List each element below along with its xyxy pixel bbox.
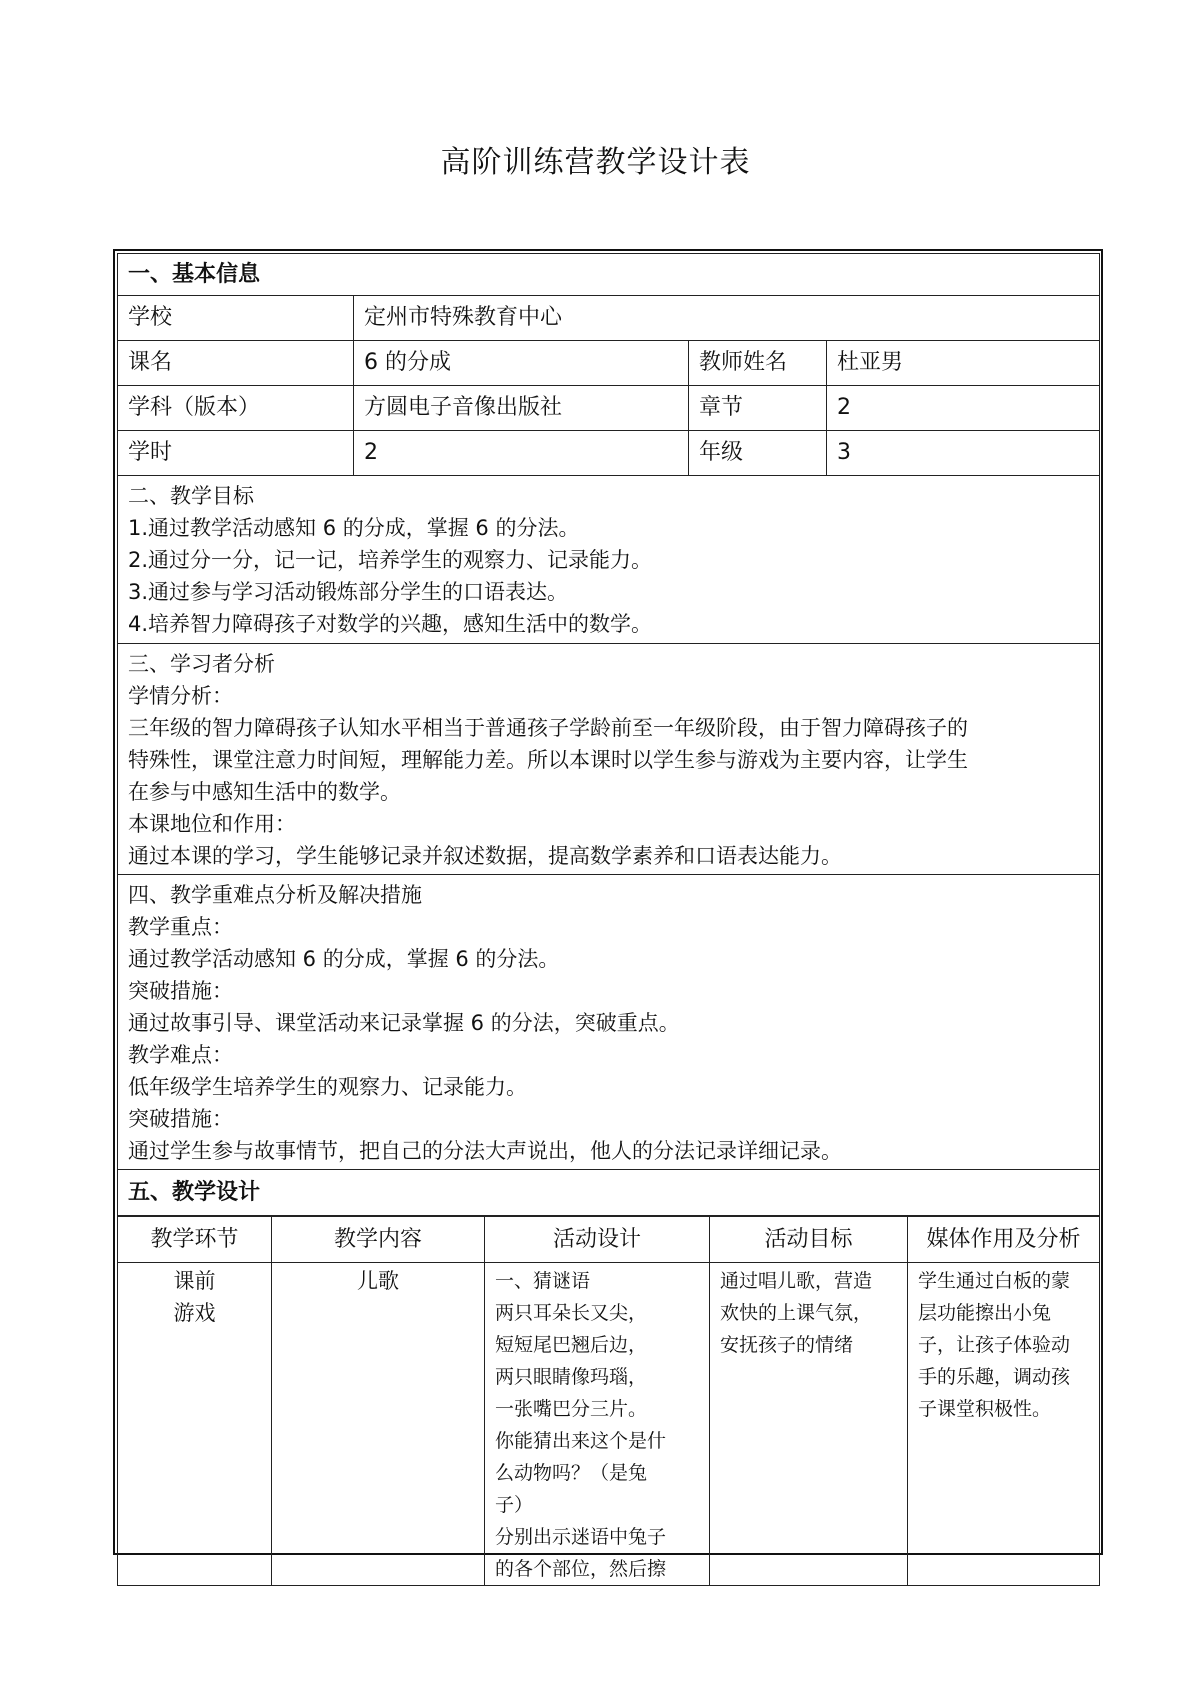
measure-label: 突破措施： xyxy=(128,979,233,1003)
activity-line: 么动物吗？（是兔 xyxy=(495,1462,648,1484)
difficulty-label: 教学难点： xyxy=(128,1043,233,1067)
focus-text: 通过教学活动感知 6 的分成，掌握 6 的分法。 xyxy=(128,947,560,971)
keypoints-section xyxy=(118,875,1100,1170)
col-header-stage: 教学环节 xyxy=(118,1217,272,1263)
goals-section xyxy=(118,476,1100,644)
activity-line: 分别出示迷语中兔子 xyxy=(495,1526,667,1548)
activity-line: 一、猜谜语 xyxy=(495,1270,591,1292)
hours-label: 学时 xyxy=(118,431,354,476)
learners-text: 在参与中感知生活中的数学。 xyxy=(128,780,401,804)
goal-item: 1.通过教学活动感知 6 的分成，掌握 6 的分法。 xyxy=(128,516,580,540)
basic-info-table xyxy=(117,253,1100,1216)
school-label: 学校 xyxy=(118,296,354,341)
goal-item: 3.通过参与学习活动锻炼部分学生的口语表达。 xyxy=(128,580,569,604)
goals-heading: 二、教学目标 xyxy=(128,484,254,508)
role-sub-label: 本课地位和作用： xyxy=(128,812,296,836)
hours-value: 2 xyxy=(354,431,689,476)
content-text: 儿歌 xyxy=(357,1269,399,1293)
activity-line: 两只耳朵长又尖， xyxy=(495,1302,648,1324)
subject-value: 方圆电子音像出版社 xyxy=(354,386,689,431)
activity-line: 两只眼睛像玛瑙， xyxy=(495,1366,648,1388)
goal-line: 安抚孩子的情绪 xyxy=(720,1334,854,1356)
grade-value: 3 xyxy=(827,431,1100,476)
course-value: 6 的分成 xyxy=(354,341,689,386)
media-line: 子课堂积极性。 xyxy=(918,1398,1052,1420)
chapter-label: 章节 xyxy=(689,386,827,431)
stage-line: 课前 xyxy=(173,1269,216,1293)
design-table xyxy=(117,1216,1100,1586)
goal-item: 4.培养智力障碍孩子对数学的兴趣，感知生活中的数学。 xyxy=(128,612,653,636)
activity-cell xyxy=(485,1263,710,1586)
media-line: 手的乐趣，调动孩 xyxy=(918,1366,1071,1388)
chapter-value: 2 xyxy=(827,386,1100,431)
col-header-goal: 活动目标 xyxy=(710,1217,908,1263)
stage-cell xyxy=(118,1263,272,1586)
measure-label: 突破措施： xyxy=(128,1107,233,1131)
learners-section xyxy=(118,644,1100,875)
col-header-activity: 活动设计 xyxy=(485,1217,710,1263)
measure-text: 通过故事引导、课堂活动来记录掌握 6 的分法，突破重点。 xyxy=(128,1011,680,1035)
learners-heading: 三、学习者分析 xyxy=(128,652,275,676)
goal-line: 欢快的上课气氛， xyxy=(720,1302,873,1324)
activity-line: 短短尾巴翘后边， xyxy=(495,1334,648,1356)
media-line: 学生通过白板的蒙 xyxy=(918,1270,1071,1292)
media-line: 层功能擦出小兔 xyxy=(918,1302,1052,1324)
col-header-content: 教学内容 xyxy=(272,1217,485,1263)
course-label: 课名 xyxy=(118,341,354,386)
learners-text: 特殊性，课堂注意力时间短，理解能力差。所以本课时以学生参与游戏为主要内容，让学生 xyxy=(128,748,968,772)
focus-label: 教学重点： xyxy=(128,915,233,939)
difficulty-text: 低年级学生培养学生的观察力、记录能力。 xyxy=(128,1075,527,1099)
activity-line: 的各个部位，然后擦 xyxy=(495,1558,667,1580)
stage-line: 游戏 xyxy=(173,1301,216,1325)
school-value: 定州市特殊教育中心 xyxy=(354,296,1100,341)
activity-line: 子） xyxy=(495,1494,534,1516)
grade-label: 年级 xyxy=(689,431,827,476)
content-cell xyxy=(272,1263,485,1586)
section-basic-heading: 一、基本信息 xyxy=(118,254,1100,296)
media-line: 子，让孩子体验动 xyxy=(918,1334,1071,1356)
activity-line: 你能猜出来这个是什 xyxy=(495,1430,667,1452)
media-cell xyxy=(908,1263,1100,1586)
learners-sub-label: 学情分析： xyxy=(128,684,233,708)
keypoints-heading: 四、教学重难点分析及解决措施 xyxy=(128,883,422,907)
document-title: 高阶训练营教学设计表 xyxy=(440,145,751,180)
table-row xyxy=(118,1263,1100,1586)
design-header-row xyxy=(118,1217,1100,1263)
section-design-heading: 五、教学设计 xyxy=(118,1170,1100,1216)
subject-label: 学科（版本） xyxy=(118,386,354,431)
activity-line: 一张嘴巴分三片。 xyxy=(495,1398,648,1420)
teacher-value: 杜亚男 xyxy=(827,341,1100,386)
col-header-media: 媒体作用及分析 xyxy=(908,1217,1100,1263)
goal-line: 通过唱儿歌，营造 xyxy=(720,1270,873,1292)
goal-item: 2.通过分一分，记一记，培养学生的观察力、记录能力。 xyxy=(128,548,653,572)
design-form xyxy=(117,253,1099,1586)
goal-cell xyxy=(710,1263,908,1586)
teacher-label: 教师姓名 xyxy=(689,341,827,386)
measure-text: 通过学生参与故事情节，把自己的分法大声说出，他人的分法记录详细记录。 xyxy=(128,1139,842,1163)
learners-text: 三年级的智力障碍孩子认知水平相当于普通孩子学龄前至一年级阶段，由于智力障碍孩子的 xyxy=(128,716,968,740)
role-text: 通过本课的学习，学生能够记录并叙述数据，提高数学素养和口语表达能力。 xyxy=(128,844,842,868)
